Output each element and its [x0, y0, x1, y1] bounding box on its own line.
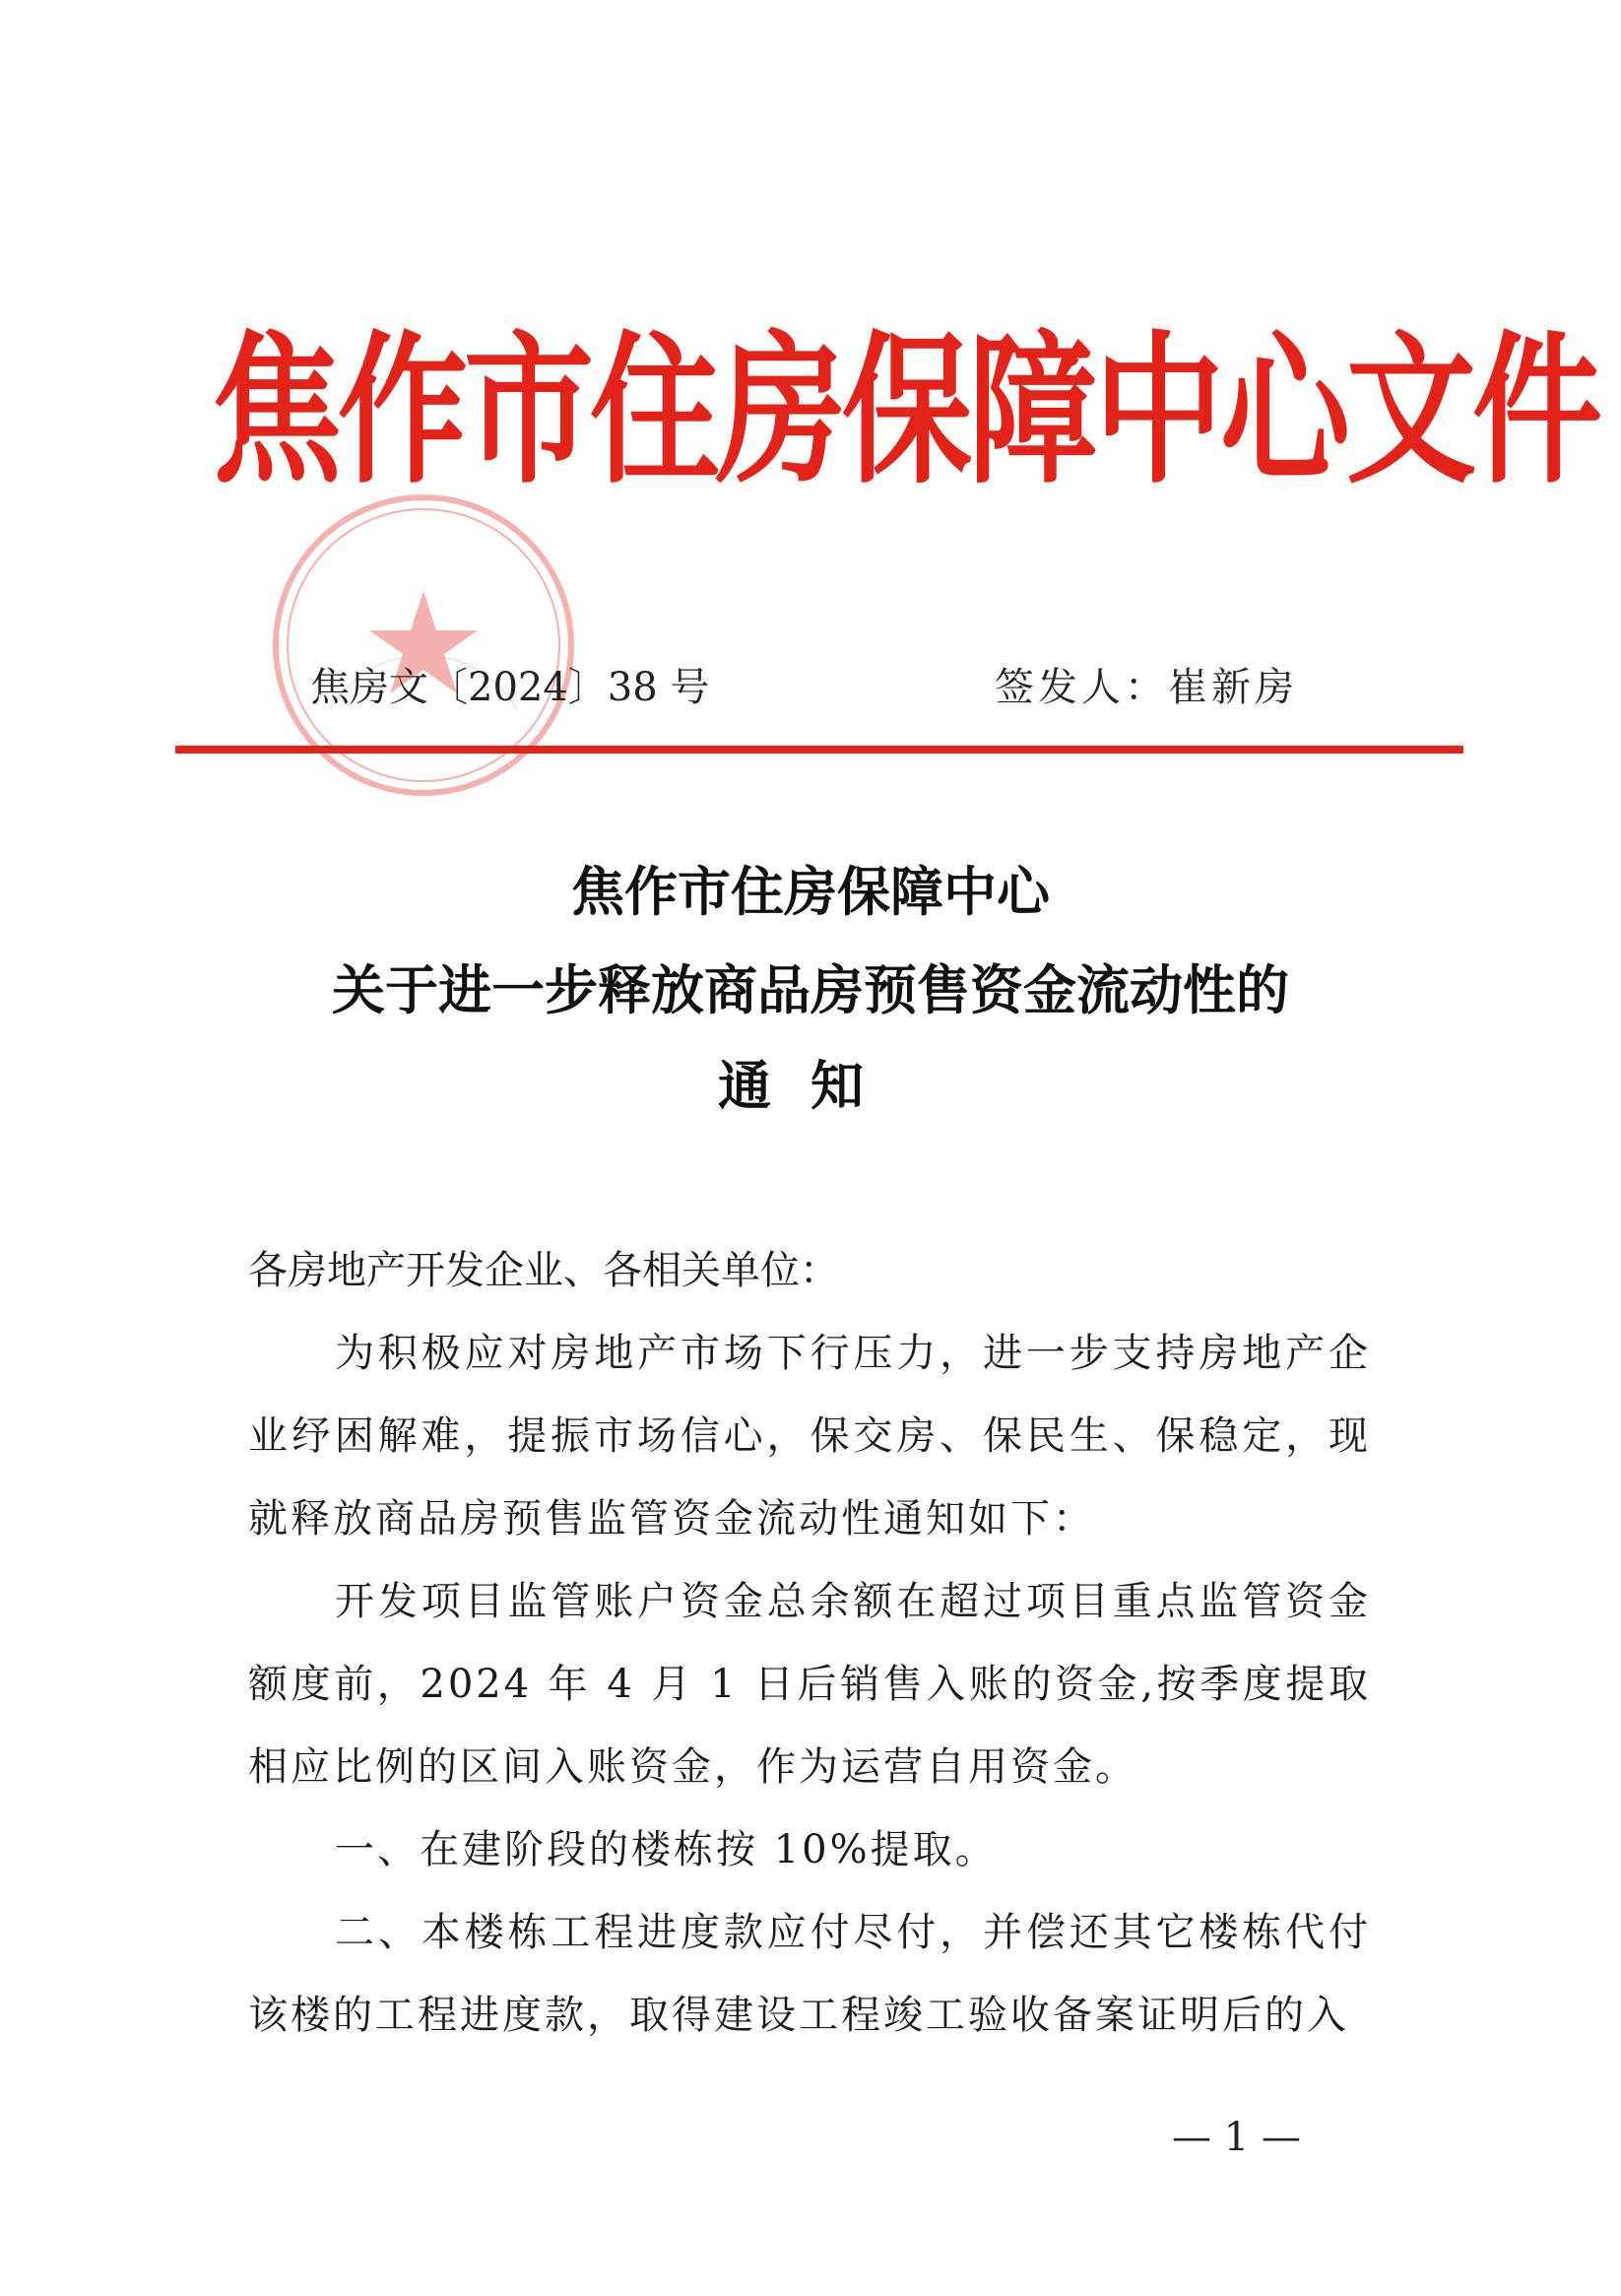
- page-number: — 1 —: [1172, 2115, 1301, 2160]
- body-paragraph-4: 二、本楼栋工程进度款应付尽付，并偿还其它楼栋代付该楼的工程进度款，取得建设工程竣工验收备案证明后的入: [248, 1910, 1371, 2038]
- official-seal: [261, 483, 586, 808]
- body-paragraph-2: 开发项目监管账户资金总余额在超过项目重点监管资金额度前，2024 年 4 月 1 日后销售入账的资金,按季度提取相应比例的区间入账资金，作为运营自用资金。: [248, 1579, 1371, 1790]
- body-paragraph-3: 一、在建阶段的楼栋按 10%提取。: [335, 1827, 998, 1872]
- masthead-title: 焦作市住房保障中心文件: [212, 316, 1598, 507]
- document-title-line-3: 通知: [718, 1054, 903, 1117]
- signer-label: 签发人：崔新房: [995, 665, 1298, 710]
- document-title-line-2: 关于进一步释放商品房预售资金流动性的: [332, 958, 1289, 1021]
- document-number: 焦房文〔2024〕38 号: [310, 665, 710, 710]
- red-divider-line: [175, 746, 1463, 754]
- document-title-line-1: 焦作市住房保障中心: [571, 860, 1050, 923]
- salutation: 各房地产开发企业、各相关单位：: [248, 1248, 839, 1293]
- body-paragraph-1: 为积极应对房地产市场下行压力，进一步支持房地产企业纾困解难，提振市场信心，保交房、保民生、保稳定，现就释放商品房预售监管资金流动性通知如下：: [248, 1331, 1371, 1542]
